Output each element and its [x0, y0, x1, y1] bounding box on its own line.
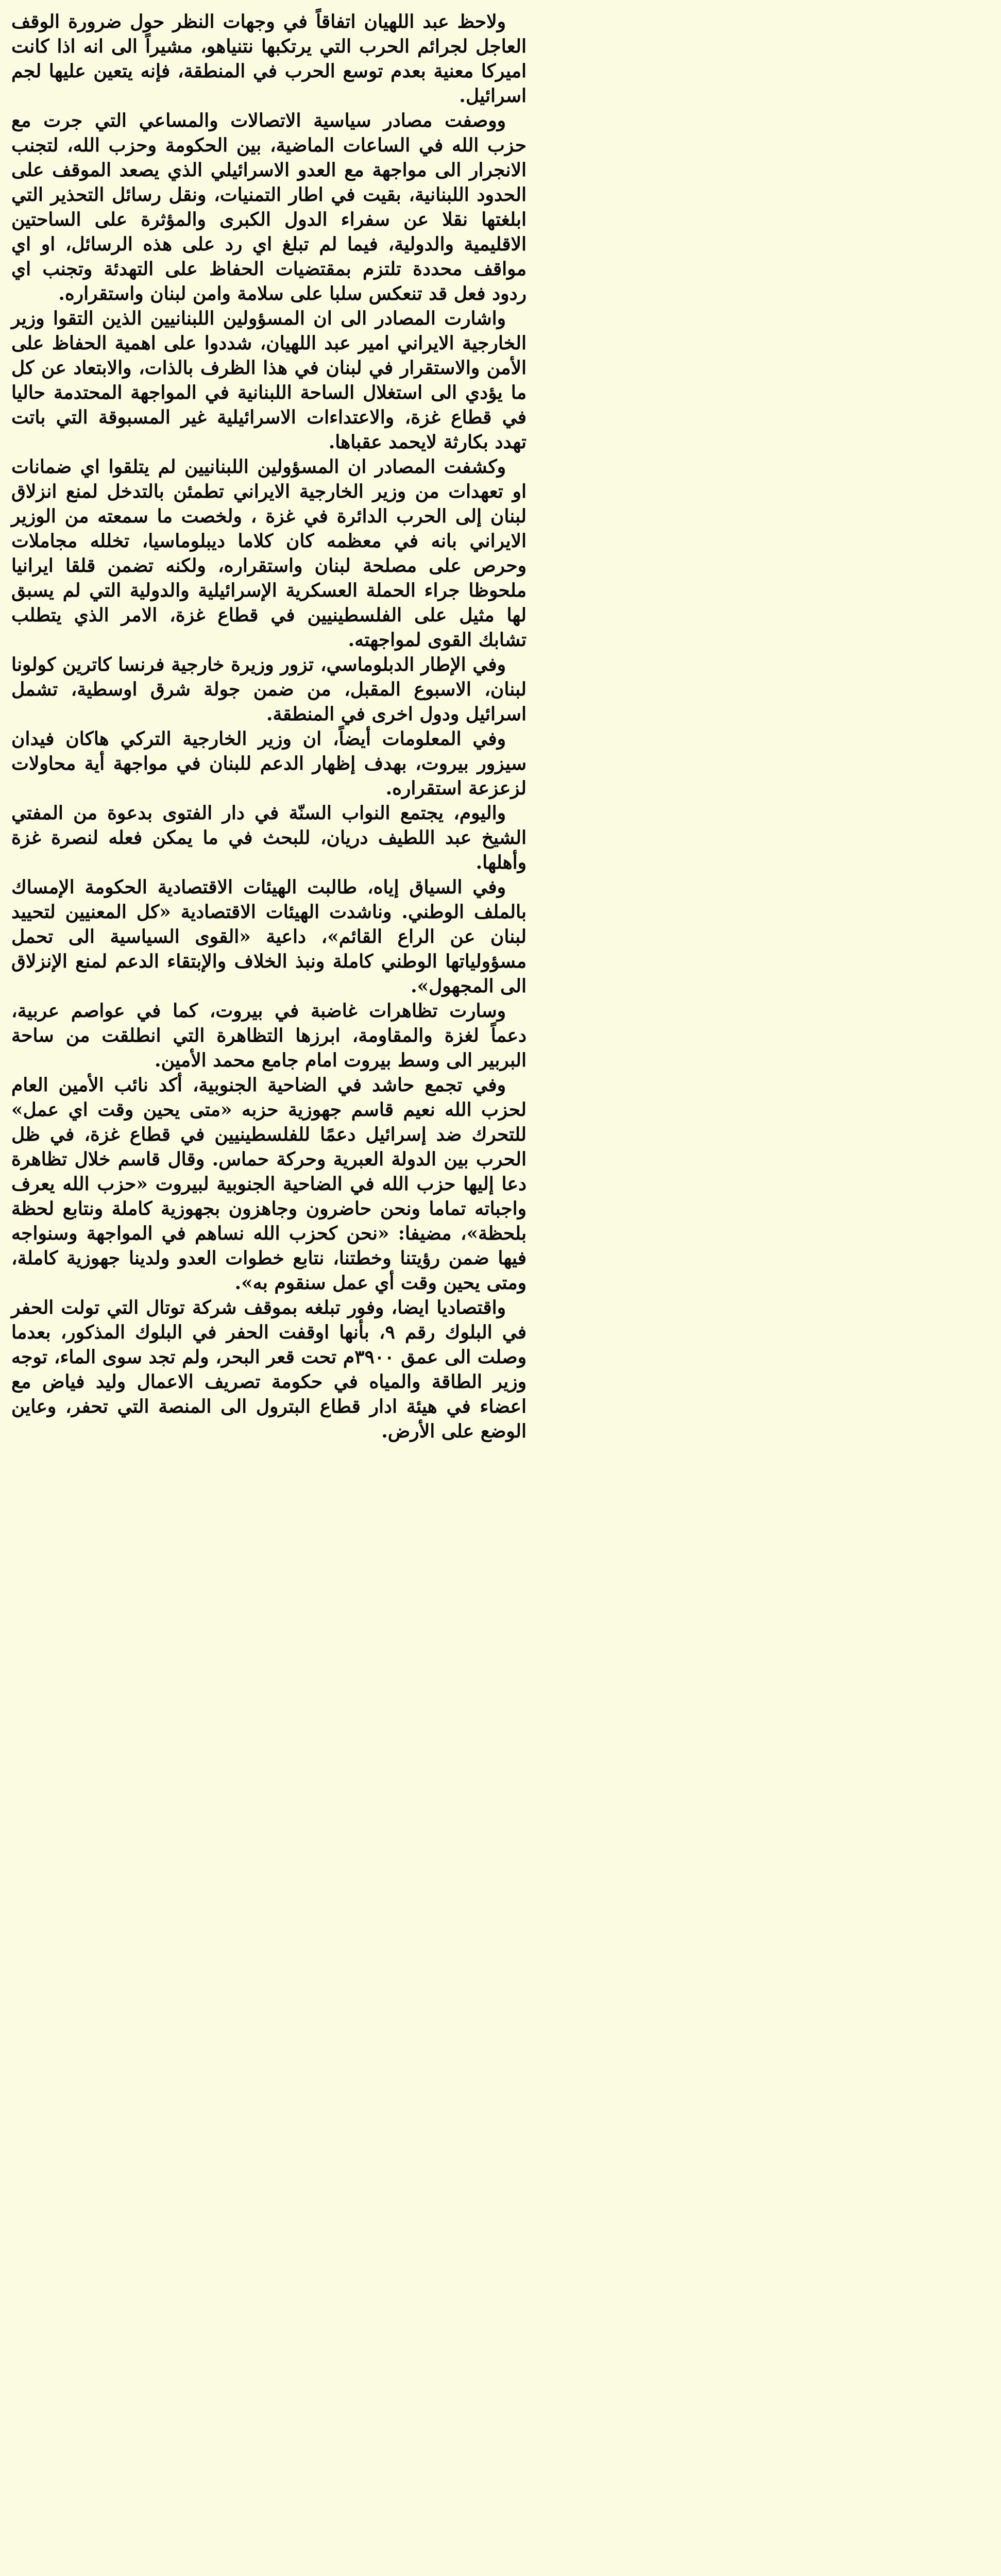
- article-paragraph: واقتصاديا ايضا، وفور تبلغه بموقف شركة توتال التي تولت الحفر في البلوك رقم ٩، بأنها اوقفت الحفر في البلوك المذكور، بعدما وصلت الى عمق ٣٩٠٠م تحت قعر البحر، ولم تجد سوى الماء، توجه وزير الطاقة والمياه في حكومة تصريف الاعمال وليد فياض مع اعضاء في هيئة ادار قطاع البترول الى المنصة التي تحفر، وعاين الوضع على الأرض.: [11, 1297, 527, 1442]
- article-paragraph: وفي السياق إياه، طالبت الهيئات الاقتصادية الحكومة الإمساك بالملف الوطني. وناشدت الهيئات الاقتصادية «كل المعنيين لتحييد لبنان عن الراع القائم»، داعية «القوى السياسية الى تحمل مسؤولياتها الوطني كاملة ونبذ الخلاف والإبتقاء الدعم لمنع الإنزلاق الى المجهول».: [11, 876, 527, 997]
- article-paragraph: وفي تجمع حاشد في الضاحية الجنوبية، أكد نائب الأمين العام لحزب الله نعيم قاسم جهوزية حزبه «متى يحين وقت اي عمل» للتحرك ضد إسرائيل دعمًا للفلسطينيين في قطاع غزة، في ظل الحرب بين الدولة العبرية وحركة حماس. وقال قاسم خلال تظاهرة دعا إليها حزب الله في الضاحية الجنوبية لبيروت «حزب الله يعرف واجباته تماما ونحن حاضرون وجاهزون بجهوزية كاملة ونتابع لحظة بلحظة»، مضيفا: «نحن كحزب الله نساهم في المواجهة وسنواجه فيها ضمن رؤيتنا وخطتنا، نتابع خطوات العدو ولدينا جهوزية كاملة، ومتى يحين وقت أي عمل سنقوم به».: [11, 1074, 527, 1294]
- article-paragraph: واليوم، يجتمع النواب السنّة في دار الفتوى بدعوة من المفتي الشيخ عبد اللطيف دريان، للبحث في ما يمكن فعله لنصرة غزة وأهلها.: [11, 802, 527, 873]
- top-article-column: [11, 9, 527, 1444]
- article-paragraph: وفي الإطار الدبلوماسي، تزور وزيرة خارجية فرنسا كاترين كولونا لبنان، الاسبوع المقبل، من ضمن جولة شرق اوسطية، تشمل اسرائيل ودول اخرى في المنطقة.: [11, 654, 527, 725]
- article-paragraph: ووصفت مصادر سياسية الاتصالات والمساعي التي جرت مع حزب الله في الساعات الماضية، بين الحكومة وحزب الله، لتجنب الانجرار الى مواجهة مع العدو الاسرائيلي الذي يصعد الموقف على الحدود اللبنانية، بقيت في اطار التمنيات، ونقل رسائل التحذير التي ابلغتها نقلا عن سفراء الدول الكبرى والمؤثرة على الساحتين الاقليمية والدولية، فيما لم تبلغ اي رد على هذه الرسائل، او اي مواقف محددة تلتزم بمقتضيات الحفاظ على التهدئة وتجنب اي ردود فعل قد تنعكس سلبا على سلامة وامن لبنان واستقراره.: [11, 110, 527, 304]
- article-paragraph: ولاحظ عبد اللهيان اتفاقاً في وجهات النظر حول ضرورة الوقف العاجل لجرائم الحرب التي يرتكبها نتنياهو، مشيراً الى انه اذا كانت اميركا معنية بعدم توسع الحرب في المنطقة، فإنه يتعين عليها لجم اسرائيل.: [11, 11, 527, 107]
- article-paragraph: واشارت المصادر الى ان المسؤولين اللبنانيين الذين التقوا وزير الخارجية الايراني امير عبد اللهيان، شددوا على اهمية الحفاظ على الأمن والاستقرار في لبنان في هذا الظرف بالذات، والابتعاد عن كل ما يؤدي الى استغلال الساحة اللبنانية في المواجهة المحتدمة حاليا في قطاع غزة، والاعتداءات الاسرائيلية غير المسبوقة التي باتت تهدد بكارثة لايحمد عقباها.: [11, 308, 527, 453]
- article-paragraph: وسارت تظاهرات غاضبة في بيروت، كما في عواصم عربية، دعماً لغزة والمقاومة، ابرزها التظاهرة التي انطلقت من ساحة البربير الى وسط بيروت امام جامع محمد الأمين.: [11, 1000, 527, 1071]
- article-paragraph: وكشفت المصادر ان المسؤولين اللبنانيين لم يتلقوا اي ضمانات او تعهدات من وزير الخارجية الايراني تطمئن بالتدخل لمنع انزلاق لبنان إلى الحرب الدائرة في غزة ، ولخصت ما سمعته من الوزير الايراني بانه في معظمه كان كلاما ديبلوماسيا، تخلله مجاملات وحرص على مصلحة لبنان واستقراره، ولكنه تضمن قلقا ايرانيا ملحوظا جراء الحملة العسكرية الإسرائيلية والدولية التي لم يسبق لها مثيل على الفلسطينيين في قطاع غزة، الامر الذي يتطلب تشابك القوى لمواجهته.: [11, 456, 527, 651]
- article-paragraph: وفي المعلومات أيضاً، ان وزير الخارجية التركي هاكان فيدان سيزور بيروت، بهدف إظهار الدعم للبنان في مواجهة أية محاولات لزعزعة استقراره.: [11, 728, 527, 799]
